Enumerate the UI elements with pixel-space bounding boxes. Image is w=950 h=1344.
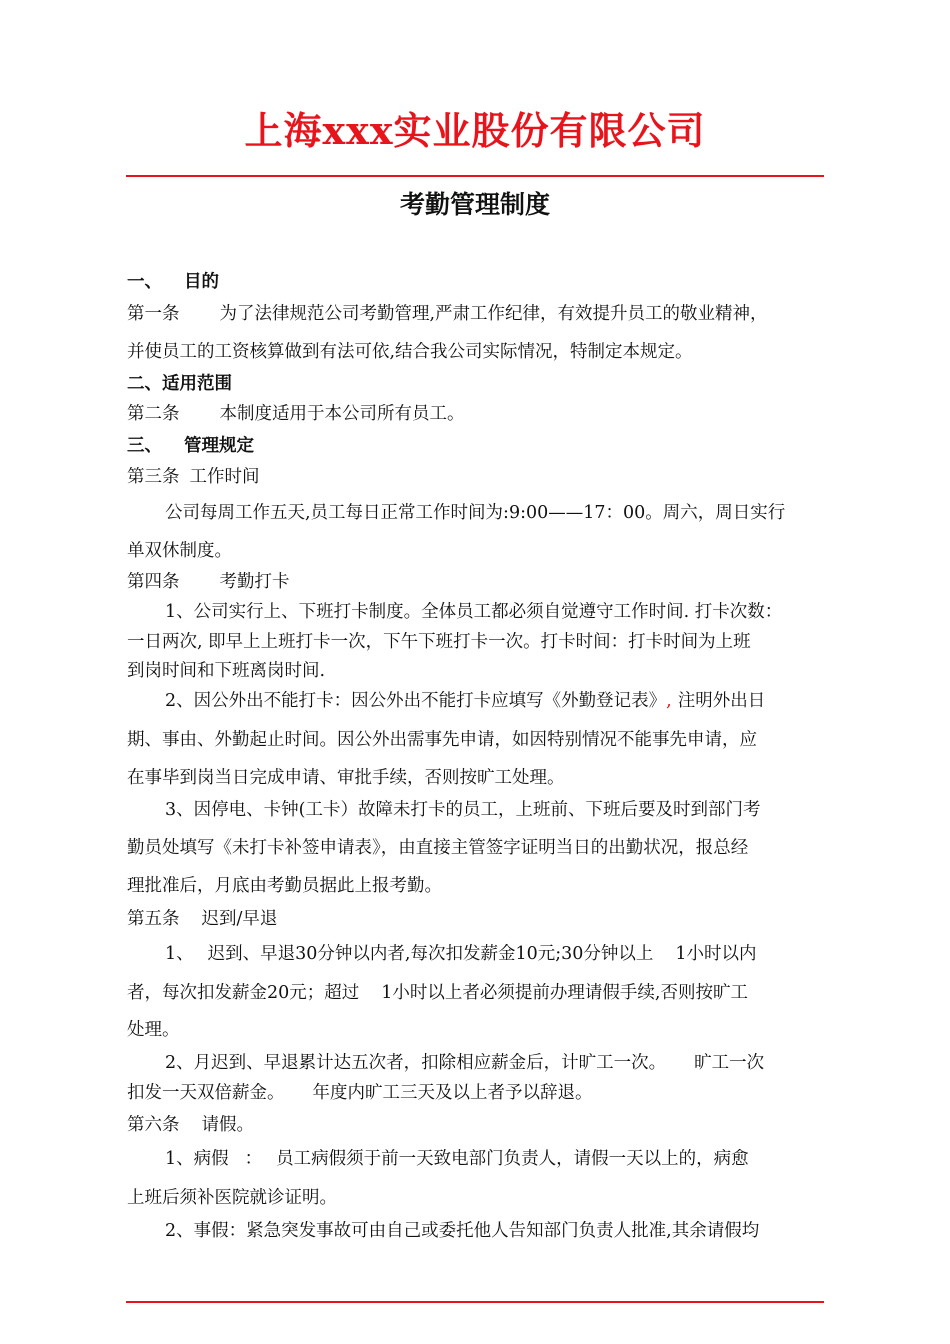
article-5-item-1-line-1 (165, 940, 757, 965)
article-3-label: 第三条 (127, 467, 180, 487)
article-5-item-1-line-3: 处理。 (127, 1020, 180, 1040)
header-rule (126, 175, 824, 177)
article-5-item-2-line-2 (127, 1079, 593, 1104)
footer-rule (126, 1301, 824, 1303)
article-4-item-1-line-2: 一日两次, 即早上上班打卡一次，下午下班打卡一次。打卡时间：打卡时间为上班 (127, 632, 751, 652)
article-5-item-2-text-c: 扣发一天双倍薪金。 (127, 1083, 285, 1103)
article-6-item-1-label: 1、病假 (165, 1149, 229, 1169)
article-5-item-2-text-d: 年度内旷工三天及以上者予以辞退。 (312, 1083, 593, 1103)
article-5-item-2-line-1 (165, 1049, 764, 1074)
section-1-number: 一、 (127, 272, 162, 292)
article-3-heading (127, 463, 260, 488)
article-5-label: 第五条 (127, 909, 180, 929)
article-4-item-2-text-b: 注明外出日 (677, 691, 766, 711)
article-5-title: 迟到/早退 (201, 909, 278, 929)
highlighted-comma: , (666, 691, 672, 711)
article-5-item-1-text-d: 者，每次扣发薪金20元；超过 (127, 983, 360, 1003)
article-5-item-1-text-a: 1、 (165, 944, 194, 964)
section-3-number: 三、 (127, 436, 162, 456)
article-3-text-1: 公司每周工作五天,员工每日正常工作时间为:9:00——17：00。周六，周日实行 (165, 503, 786, 523)
article-5-heading (127, 905, 277, 930)
article-4-item-2-line-1 (165, 687, 765, 712)
article-6-item-1-line-2: 上班后须补医院就诊证明。 (127, 1188, 337, 1208)
article-1-line-1 (127, 300, 768, 325)
section-3-heading (127, 432, 254, 457)
article-6-item-2-line-1: 2、事假：紧急突发事故可由自己或委托他人告知部门负责人批准,其余请假均 (165, 1221, 760, 1241)
article-4-item-1-line-3: 到岗时间和下班离岗时间. (127, 661, 326, 681)
article-4-item-2-text-a: 2、因公外出不能打卡：因公外出不能打卡应填写《外勤登记表》 (165, 691, 667, 711)
article-4-item-2-line-2: 期、事由、外勤起止时间。因公外出需事先申请，如因特别情况不能事先申请，应 (127, 730, 757, 750)
section-1-title: 目的 (184, 272, 219, 292)
article-4-item-3-line-2: 勤员处填写《未打卡补签申请表》，由直接主管签字证明当日的出勤状况，报总经 (127, 838, 749, 858)
article-4-item-3-line-3: 理批准后，月底由考勤员据此上报考勤。 (127, 876, 442, 896)
section-1-heading (127, 268, 219, 293)
article-2-text: 本制度适用于本公司所有员工。 (219, 404, 465, 424)
section-2-heading: 二、适用范围 (127, 374, 232, 394)
company-name: 上海xxx实业股份有限公司 (244, 108, 706, 153)
document-title: 考勤管理制度 (399, 190, 550, 219)
article-5-item-1-line-2 (127, 979, 748, 1004)
article-6-label: 第六条 (127, 1115, 180, 1135)
article-4-title: 考勤打卡 (219, 572, 290, 592)
article-1-label: 第一条 (127, 304, 180, 324)
article-5-item-2-text-a: 2、月迟到、早退累计达五次者，扣除相应薪金后，计旷工一次。 (165, 1053, 667, 1073)
article-5-item-1-text-e: 1小时以上者必须提前办理请假手续,否则按旷工 (381, 983, 748, 1003)
article-3-title: 工作时间 (189, 467, 260, 487)
article-6-title: 请假。 (201, 1115, 254, 1135)
article-6-heading (127, 1111, 254, 1136)
article-5-item-1-text-c: 1小时以内 (675, 944, 757, 964)
article-1-line-2: 并使员工的工资核算做到有法可依,结合我公司实际情况，特制定本规定。 (127, 342, 693, 362)
article-4-item-1-line-1: 1、公司实行上、下班打卡制度。全体员工都必须自觉遵守工作时间. 打卡次数： (165, 602, 783, 622)
article-4-item-2-line-3: 在事毕到岗当日完成申请、审批手续，否则按旷工处理。 (127, 768, 565, 788)
article-4-item-3-line-1: 3、因停电、卡钟(工卡）故障未打卡的员工，上班前、下班后要及时到部门考 (165, 800, 761, 820)
article-4-heading (127, 568, 290, 593)
section-3-title: 管理规定 (184, 436, 254, 456)
article-6-item-1-colon: ： (244, 1149, 263, 1169)
article-6-item-1-text: 员工病假须于前一天致电部门负责人，请假一天以上的，病愈 (276, 1149, 749, 1169)
article-2-label: 第二条 (127, 404, 180, 424)
article-1-text-1: 为了法律规范公司考勤管理,严肃工作纪律，有效提升员工的敬业精神， (219, 304, 768, 324)
article-6-item-1-line-1 (165, 1145, 749, 1170)
article-3-text-2: 单双休制度。 (127, 541, 232, 561)
article-2-line (127, 400, 465, 425)
article-5-item-2-text-b: 旷工一次 (694, 1053, 765, 1073)
article-5-item-1-text-b: 迟到、早退30分钟以内者,每次扣发薪金10元;30分钟以上 (207, 944, 654, 964)
article-4-label: 第四条 (127, 572, 180, 592)
